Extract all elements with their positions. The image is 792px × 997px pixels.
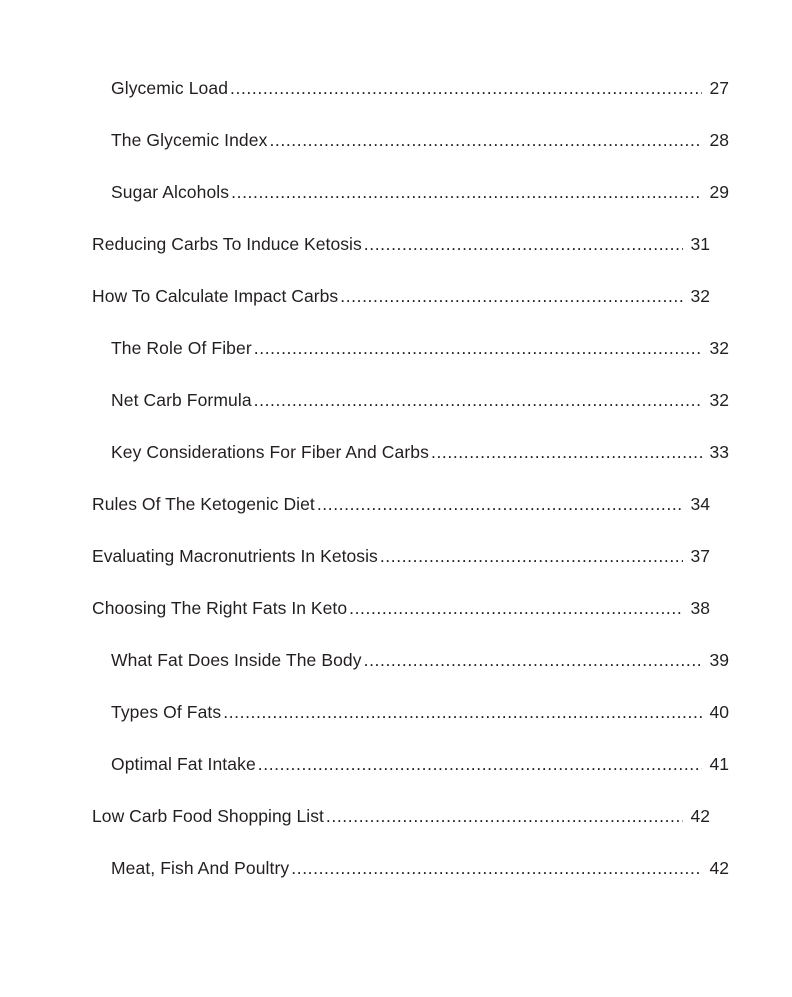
toc-leader-dots xyxy=(269,132,702,148)
toc-leader-dots xyxy=(326,808,683,824)
toc-entry-title: Key Considerations For Fiber And Carbs xyxy=(111,442,429,462)
toc-entry-title: Choosing The Right Fats In Keto xyxy=(92,598,348,618)
toc-entry[interactable] xyxy=(111,390,729,411)
table-of-contents xyxy=(92,78,729,879)
toc-entry[interactable] xyxy=(111,338,729,359)
toc-leader-dots xyxy=(258,756,702,772)
toc-entry-title: Rules Of The Ketogenic Diet xyxy=(92,494,315,514)
toc-leader-dots xyxy=(254,392,702,408)
toc-leader-dots xyxy=(317,496,683,512)
toc-entry-page-number: 42 xyxy=(690,806,710,826)
toc-entry-page-number: 32 xyxy=(690,286,710,306)
toc-entry-title: Optimal Fat Intake xyxy=(111,754,256,774)
toc-leader-dots xyxy=(380,548,683,564)
toc-entry[interactable] xyxy=(111,858,729,879)
toc-entry-page-number: 27 xyxy=(709,78,729,98)
toc-entry[interactable] xyxy=(111,702,729,723)
toc-leader-dots xyxy=(231,184,702,200)
toc-entry-page-number: 32 xyxy=(709,338,729,358)
toc-leader-dots xyxy=(364,652,702,668)
toc-entry[interactable] xyxy=(111,650,729,671)
toc-entry[interactable] xyxy=(92,494,710,515)
toc-leader-dots xyxy=(364,236,683,252)
toc-entry-page-number: 34 xyxy=(690,494,710,514)
toc-entry-page-number: 40 xyxy=(709,702,729,722)
toc-entry-title: Types Of Fats xyxy=(111,702,222,722)
toc-entry[interactable] xyxy=(92,806,710,827)
toc-entry[interactable] xyxy=(92,598,710,619)
toc-entry-title: Reducing Carbs To Induce Ketosis xyxy=(92,234,362,254)
toc-entry-title: The Glycemic Index xyxy=(111,130,268,150)
toc-entry-title: How To Calculate Impact Carbs xyxy=(92,286,339,306)
toc-entry-page-number: 29 xyxy=(709,182,729,202)
toc-leader-dots xyxy=(291,860,702,876)
toc-entry-page-number: 39 xyxy=(709,650,729,670)
toc-entry-title: Meat, Fish And Poultry xyxy=(111,858,290,878)
toc-entry-title: Evaluating Macronutrients In Ketosis xyxy=(92,546,378,566)
toc-entry-page-number: 33 xyxy=(709,442,729,462)
toc-entry-page-number: 38 xyxy=(690,598,710,618)
toc-entry-title: The Role Of Fiber xyxy=(111,338,252,358)
toc-leader-dots xyxy=(431,444,702,460)
toc-entry-page-number: 41 xyxy=(709,754,729,774)
toc-entry-page-number: 37 xyxy=(690,546,710,566)
toc-entry-title: Low Carb Food Shopping List xyxy=(92,806,324,826)
toc-entry-title: Sugar Alcohols xyxy=(111,182,230,202)
toc-entry[interactable] xyxy=(92,234,710,255)
toc-entry[interactable] xyxy=(111,442,729,463)
toc-entry-title: Glycemic Load xyxy=(111,78,229,98)
toc-leader-dots xyxy=(349,600,683,616)
toc-entry-title: What Fat Does Inside The Body xyxy=(111,650,362,670)
toc-entry-page-number: 32 xyxy=(709,390,729,410)
toc-leader-dots xyxy=(223,704,702,720)
toc-entry-page-number: 42 xyxy=(709,858,729,878)
toc-entry-title: Net Carb Formula xyxy=(111,390,252,410)
toc-leader-dots xyxy=(254,340,702,356)
toc-entry[interactable] xyxy=(111,130,729,151)
toc-entry[interactable] xyxy=(111,754,729,775)
toc-entry[interactable] xyxy=(92,286,710,307)
toc-entry[interactable] xyxy=(111,182,729,203)
toc-entry-page-number: 31 xyxy=(690,234,710,254)
toc-leader-dots xyxy=(230,80,702,96)
toc-entry[interactable] xyxy=(92,546,710,567)
toc-entry[interactable] xyxy=(111,78,729,99)
toc-entry-page-number: 28 xyxy=(709,130,729,150)
toc-leader-dots xyxy=(340,288,683,304)
